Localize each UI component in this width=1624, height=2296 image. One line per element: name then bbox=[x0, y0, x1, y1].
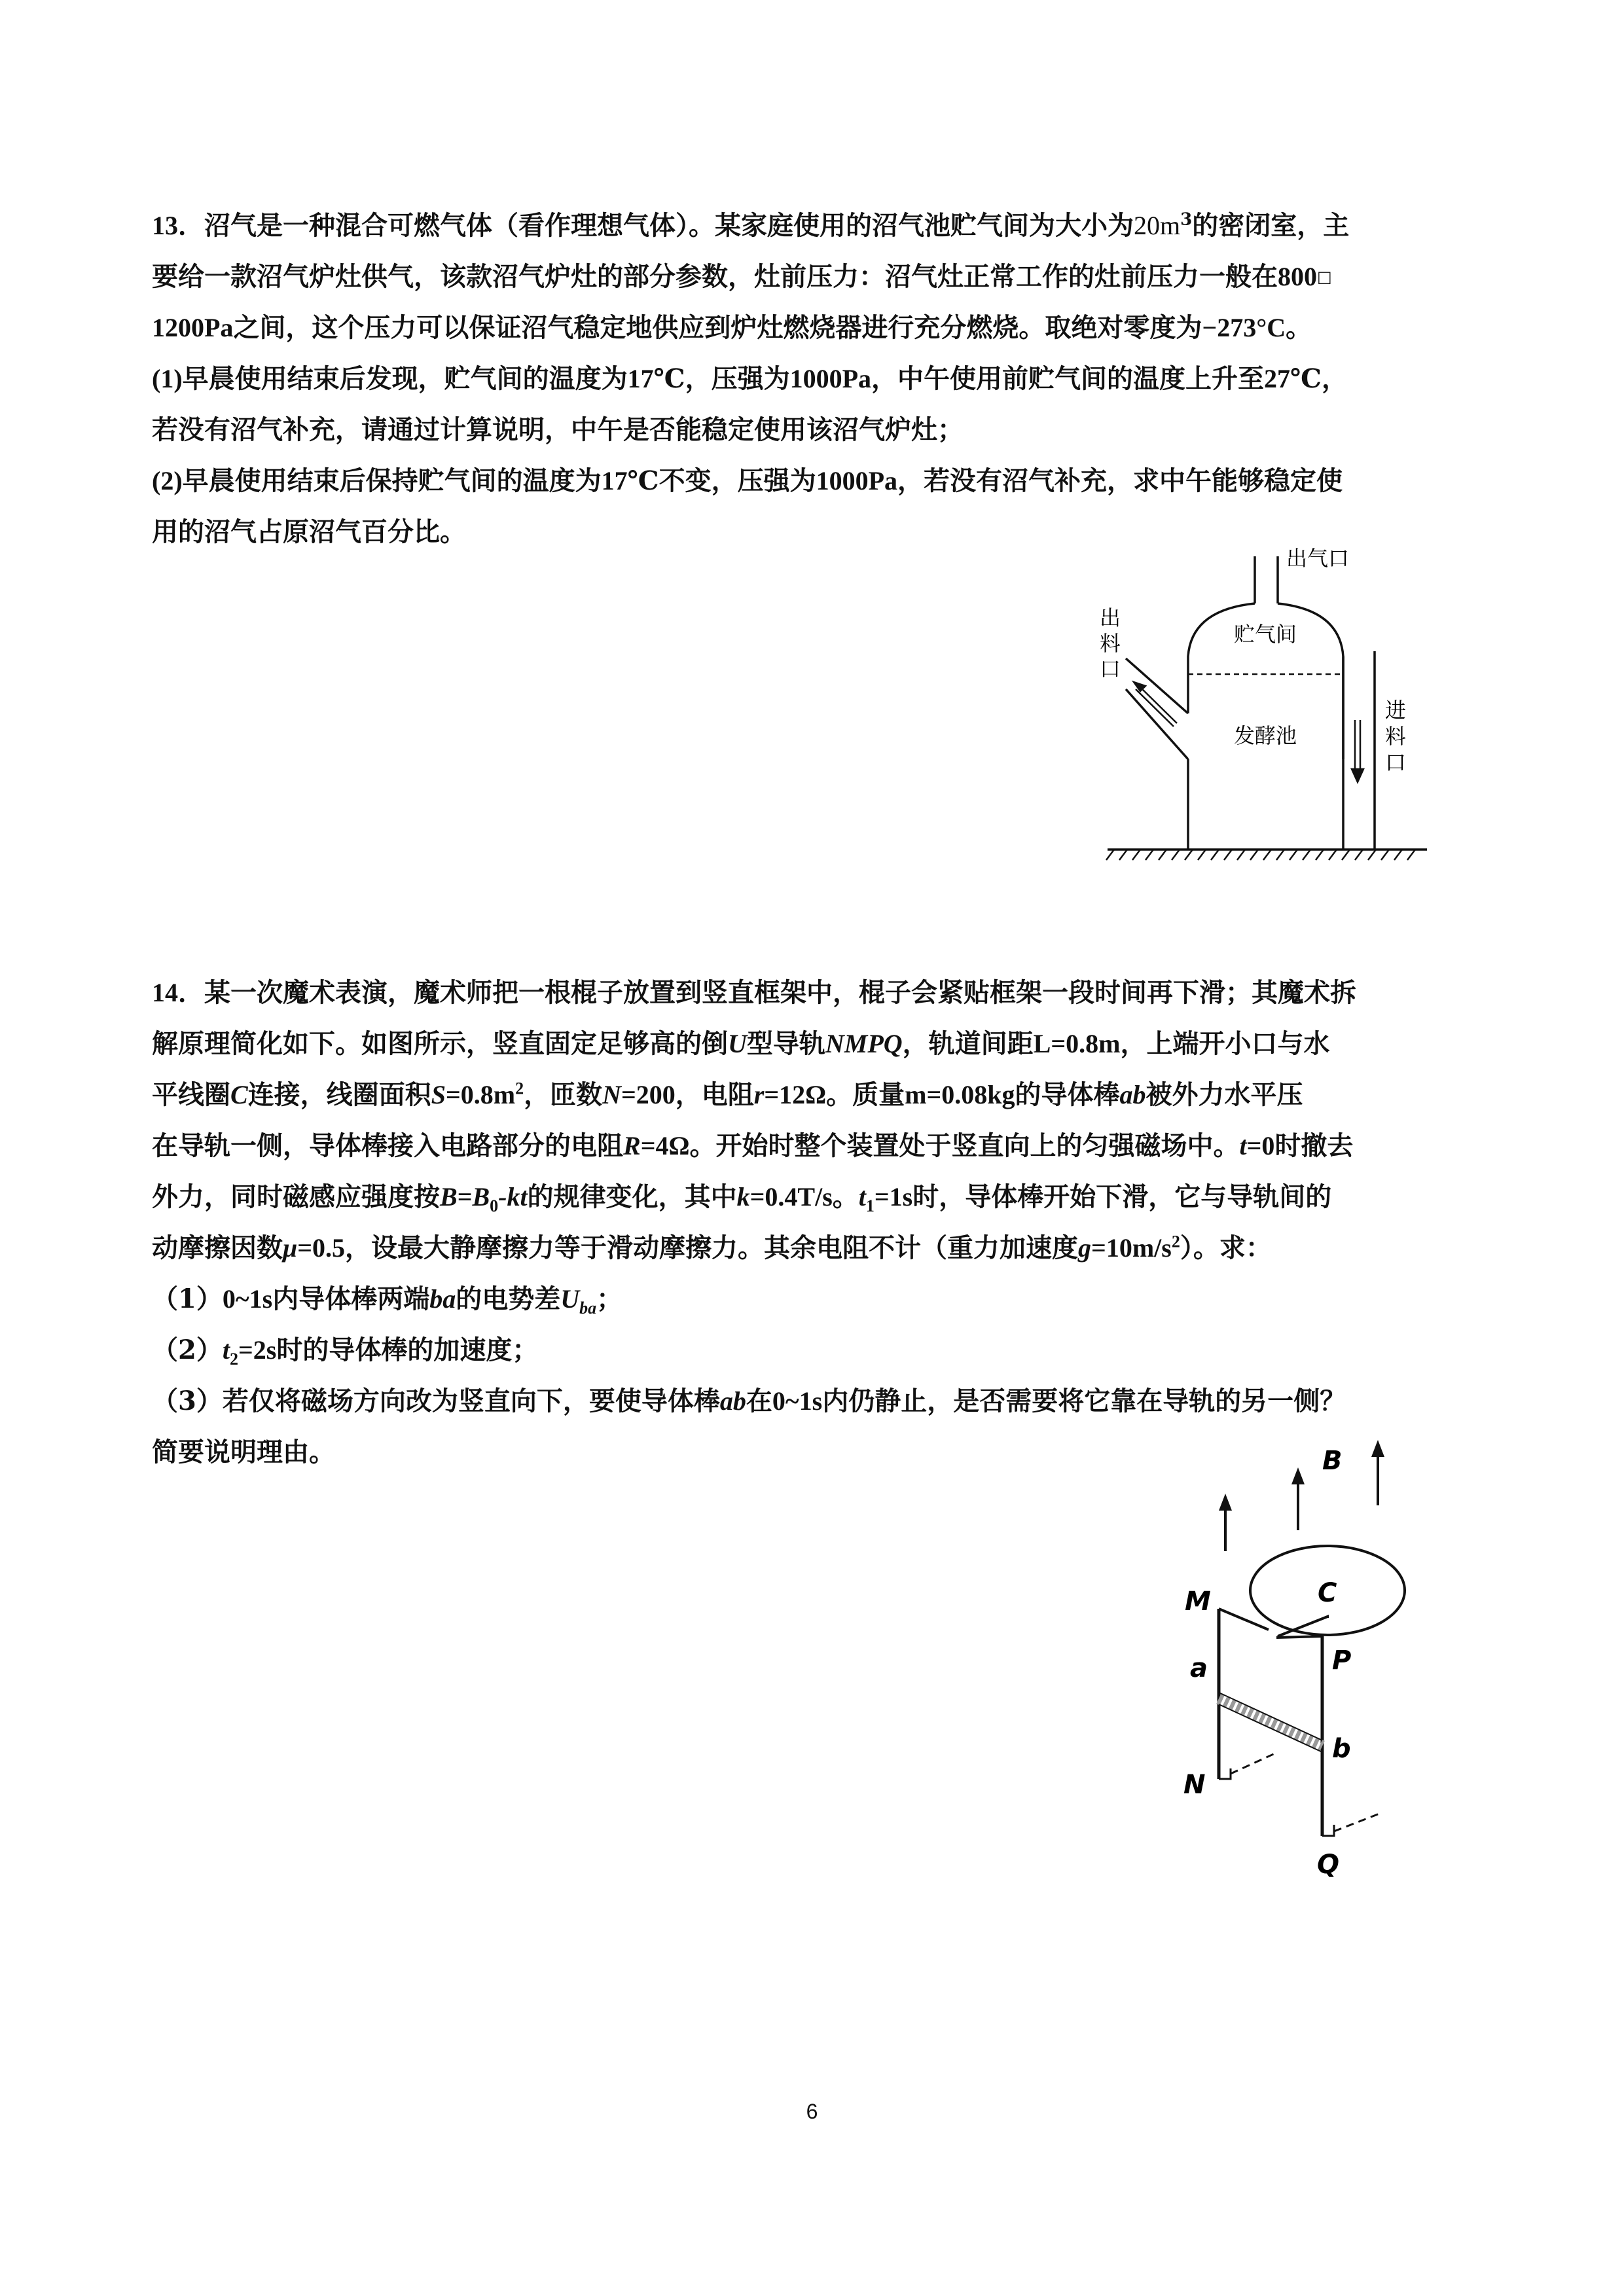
q13-part-2-cont: 用的沼气占原沼气百分比。 bbox=[152, 516, 466, 547]
dashed-line-N bbox=[1231, 1753, 1276, 1774]
right-angle-Q bbox=[1322, 1825, 1334, 1836]
label-Q: Q bbox=[1317, 1850, 1340, 1880]
label-a: a bbox=[1190, 1653, 1208, 1683]
q13-part-2: (2)早晨使用结束后保持贮气间的温度为17℃不变，压强为1000Pa，若没有沼气补充，求中午能够稳定使 bbox=[152, 465, 1343, 496]
q13-part-1: (1)早晨使用结束后发现，贮气间的温度为17℃，压强为1000Pa，中午使用前贮气间的温度上升至27℃， bbox=[152, 363, 1348, 394]
pool-label: 发酵池 bbox=[1234, 723, 1297, 748]
label-B: B bbox=[1322, 1446, 1343, 1476]
feed-label-3: 口 bbox=[1385, 750, 1407, 775]
b-arrow-head-3 bbox=[1371, 1440, 1384, 1457]
label-P: P bbox=[1332, 1645, 1352, 1676]
label-C: C bbox=[1318, 1578, 1337, 1608]
q14-line-5: 外力，同时磁感应强度按$B=B_0-kt$的规律变化，其中k=0.4T/s。$t_1=1s$时，导体棒开始下滑，它与导轨间的 bbox=[152, 1181, 1332, 1215]
question-13 bbox=[152, 200, 1474, 558]
dome-left bbox=[1188, 603, 1255, 713]
b-arrow-head-1 bbox=[1219, 1494, 1232, 1511]
discharge-channel-upper bbox=[1126, 658, 1188, 713]
outlet-label: 出气口 bbox=[1286, 546, 1350, 571]
feed-arrow bbox=[1352, 720, 1363, 782]
q14-sub-2: $(2)t_2=2s$时的导体棒的加速度； bbox=[152, 1335, 539, 1369]
discharge-channel-lower bbox=[1126, 689, 1188, 759]
label-b: b bbox=[1332, 1734, 1351, 1764]
label-N: N bbox=[1183, 1770, 1206, 1800]
feed-label-1: 进 bbox=[1385, 698, 1407, 723]
q14-sub-3: （3）若仅将磁场方向改为竖直向下，要使导体棒ab在0~1s内仍静止，是否需要将它靠在导轨的另一侧？ bbox=[152, 1386, 1346, 1416]
question-14 bbox=[152, 967, 1474, 1478]
conductor-rod-ab bbox=[1219, 1698, 1322, 1746]
q14-sub-1: （1）0~1s内导体棒两端ba的电势差$U_{ba}$； bbox=[152, 1283, 623, 1318]
q14-line-3: 平线圈C连接，线圈面积$S=0.8m^2$，匝数N=200，电阻r=12Ω。质量m=0.08kg的导体棒ab被外力水平压 bbox=[152, 1079, 1303, 1110]
page-number: 6 bbox=[806, 2100, 818, 2123]
q13-line-1: 13．沼气是一种混合可燃气体（看作理想气体）。某家庭使用的沼气池贮气间为大小为$20m^3$的密闭室，主 bbox=[152, 209, 1350, 241]
q14-line-6: 动摩擦因数μ=0.5，设最大静摩擦力等于滑动摩擦力。其余电阻不计（重力加速度$g=10m/s^2$）。求： bbox=[152, 1232, 1272, 1263]
q13-line-2: 要给一款沼气炉灶供气，该款沼气炉灶的部分参数，灶前压力：沼气灶正常工作的灶前压力一般在800□ bbox=[152, 261, 1332, 292]
label-M: M bbox=[1185, 1587, 1211, 1617]
ground-hatching bbox=[1106, 850, 1415, 860]
discharge-label-1: 出 bbox=[1100, 605, 1121, 630]
q14-line-2: 解原理简化如下。如图所示，竖直固定足够高的倒U型导轨NMPQ，轨道间距L=0.8m，上端开小口与水 bbox=[152, 1028, 1330, 1059]
q14-number: 14． bbox=[152, 978, 204, 1007]
q13-part-1-cont: 若没有沼气补充，请通过计算说明，中午是否能稳定使用该沼气炉灶； bbox=[152, 414, 964, 445]
discharge-label-2: 料 bbox=[1100, 631, 1121, 656]
b-field-arrows bbox=[1225, 1453, 1378, 1551]
q14-sub-3-cont: 简要说明理由。 bbox=[152, 1437, 335, 1467]
storage-label: 贮气间 bbox=[1234, 622, 1297, 647]
biogas-digester-figure bbox=[1100, 537, 1453, 877]
q14-line-1: 14．某一次魔术表演，魔术师把一根棍子放置到竖直框架中，棍子会紧贴框架一段时间再下滑；其魔术拆 bbox=[152, 977, 1356, 1008]
dashed-line-Q bbox=[1334, 1813, 1381, 1831]
q13-line-3: 1200Pa之间，这个压力可以保证沼气稳定地供应到炉灶燃烧器进行充分燃烧。取绝对零度为−273°C。 bbox=[152, 312, 1312, 343]
q13-number: 13． bbox=[152, 211, 204, 240]
rail-coil-figure bbox=[1165, 1433, 1440, 1892]
q14-line-4: 在导轨一侧，导体棒接入电路部分的电阻R=4Ω。开始时整个装置处于竖直向上的匀强磁场中。t=0时撤去 bbox=[152, 1130, 1354, 1161]
feed-label-2: 料 bbox=[1385, 724, 1407, 749]
right-angle-N bbox=[1219, 1768, 1231, 1779]
discharge-label-3: 口 bbox=[1100, 656, 1121, 681]
b-arrow-head-2 bbox=[1291, 1467, 1305, 1484]
